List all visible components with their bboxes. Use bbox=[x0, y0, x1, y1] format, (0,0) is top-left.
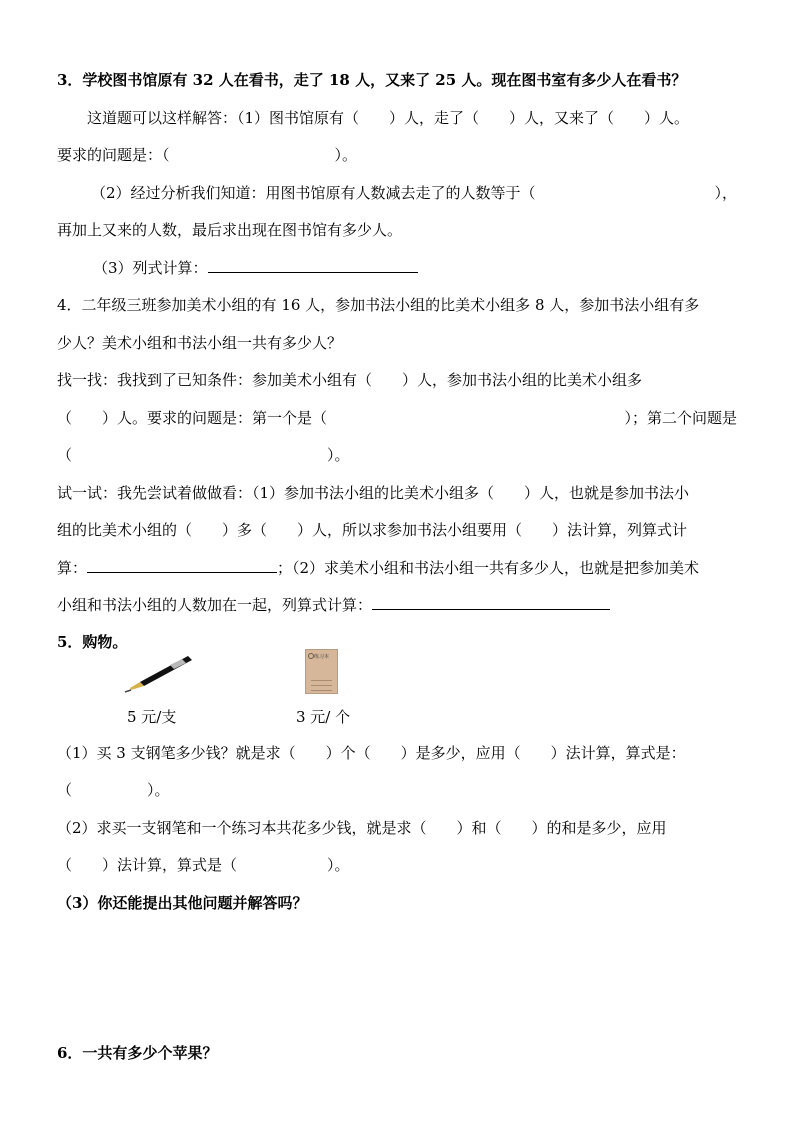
notebook-icon bbox=[305, 649, 338, 694]
q5-line4: （ ）法计算，算式是（ ）。 bbox=[57, 856, 350, 874]
q3-part2-end: ）， bbox=[714, 184, 737, 202]
notebook-class-line bbox=[311, 685, 332, 686]
q3-question: 要求的问题是：（ ）。 bbox=[57, 146, 358, 164]
q4-line4-text: （ ）人。要求的问题是：第一个是（ bbox=[57, 409, 328, 427]
notebook-number-line bbox=[311, 690, 332, 691]
notebook-price: 3 元/ 个 bbox=[296, 708, 351, 726]
q4-line8 bbox=[57, 558, 737, 578]
q4-line9 bbox=[57, 595, 737, 615]
q4-line8-text: ；（2）求美术小组和书法小组一共有多少人，也就是把参加美术 bbox=[277, 559, 700, 577]
q4-answer-line-1[interactable] bbox=[87, 558, 277, 573]
q3-part2-cont: 再加上又来的人数，最后求出现在图书馆有多少人。 bbox=[57, 221, 403, 239]
pen-icon bbox=[122, 652, 194, 694]
notebook-label: 练习本 bbox=[314, 654, 330, 660]
q4-answer-line-2[interactable] bbox=[372, 595, 610, 610]
q4-line4 bbox=[57, 408, 737, 428]
q5-title: 5．购物。 bbox=[57, 633, 128, 651]
q5-line3: （2）求买一支钢笔和一个练习本共花多少钱，就是求（ ）和（ ）的和是多少，应用 bbox=[57, 819, 667, 837]
q3-part2 bbox=[91, 183, 737, 203]
q4-line3: 找一找：我找到了已知条件：参加美术小组有（ ）人，参加书法小组的比美术小组多 bbox=[57, 371, 643, 389]
q3-part1: 这道题可以这样解答：（1）图书馆原有（ ）人，走了（ ）人，又来了（ ）人。 bbox=[87, 109, 690, 127]
q3-answer-line[interactable] bbox=[208, 258, 418, 273]
q6-title: 6．一共有多少个苹果？ bbox=[57, 1044, 218, 1062]
q4-line8-label: 算： bbox=[57, 559, 88, 577]
q5-line5: （3）你还能提出其他问题并解答吗？ bbox=[57, 894, 308, 912]
q3-part2-text: （2）经过分析我们知道：用图书馆原有人数减去走了的人数等于（ bbox=[91, 184, 536, 202]
q4-line1: 4．二年级三班参加美术小组的有 16 人，参加书法小组的比美术小组多 8 人，参加书法小组有多 bbox=[57, 296, 700, 314]
q5-line1: （1）买 3 支钢笔多少钱？就是求（ ）个（ ）是多少，应用（ ）法计算，算式是： bbox=[57, 744, 686, 762]
q3-title: 3．学校图书馆原有 32 人在看书，走了 18 人，又来了 25 人。现在图书室有多少人在看书？ bbox=[57, 71, 687, 89]
q5-line2: （ ）。 bbox=[57, 781, 170, 799]
q3-part3 bbox=[93, 258, 737, 278]
q4-line9-text: 小组和书法小组的人数加在一起，列算式计算： bbox=[57, 596, 373, 614]
notebook-name-line bbox=[311, 680, 332, 681]
q4-line6: 试一试：我先尝试着做做看：（1）参加书法小组的比美术小组多（ ）人，也就是参加书法小 bbox=[57, 484, 690, 502]
pen-price: 5 元/支 bbox=[127, 708, 177, 726]
q4-line4-end: ）；第二个问题是 bbox=[624, 409, 737, 427]
q4-line5: （ ）。 bbox=[57, 446, 350, 464]
q4-line2: 少人？美术小组和书法小组一共有多少人？ bbox=[57, 334, 343, 352]
q3-part3-label: （3）列式计算： bbox=[93, 259, 208, 277]
q4-line7: 组的比美术小组的（ ）多（ ）人，所以求参加书法小组要用（ ）法计算，列算式计 bbox=[57, 521, 688, 539]
